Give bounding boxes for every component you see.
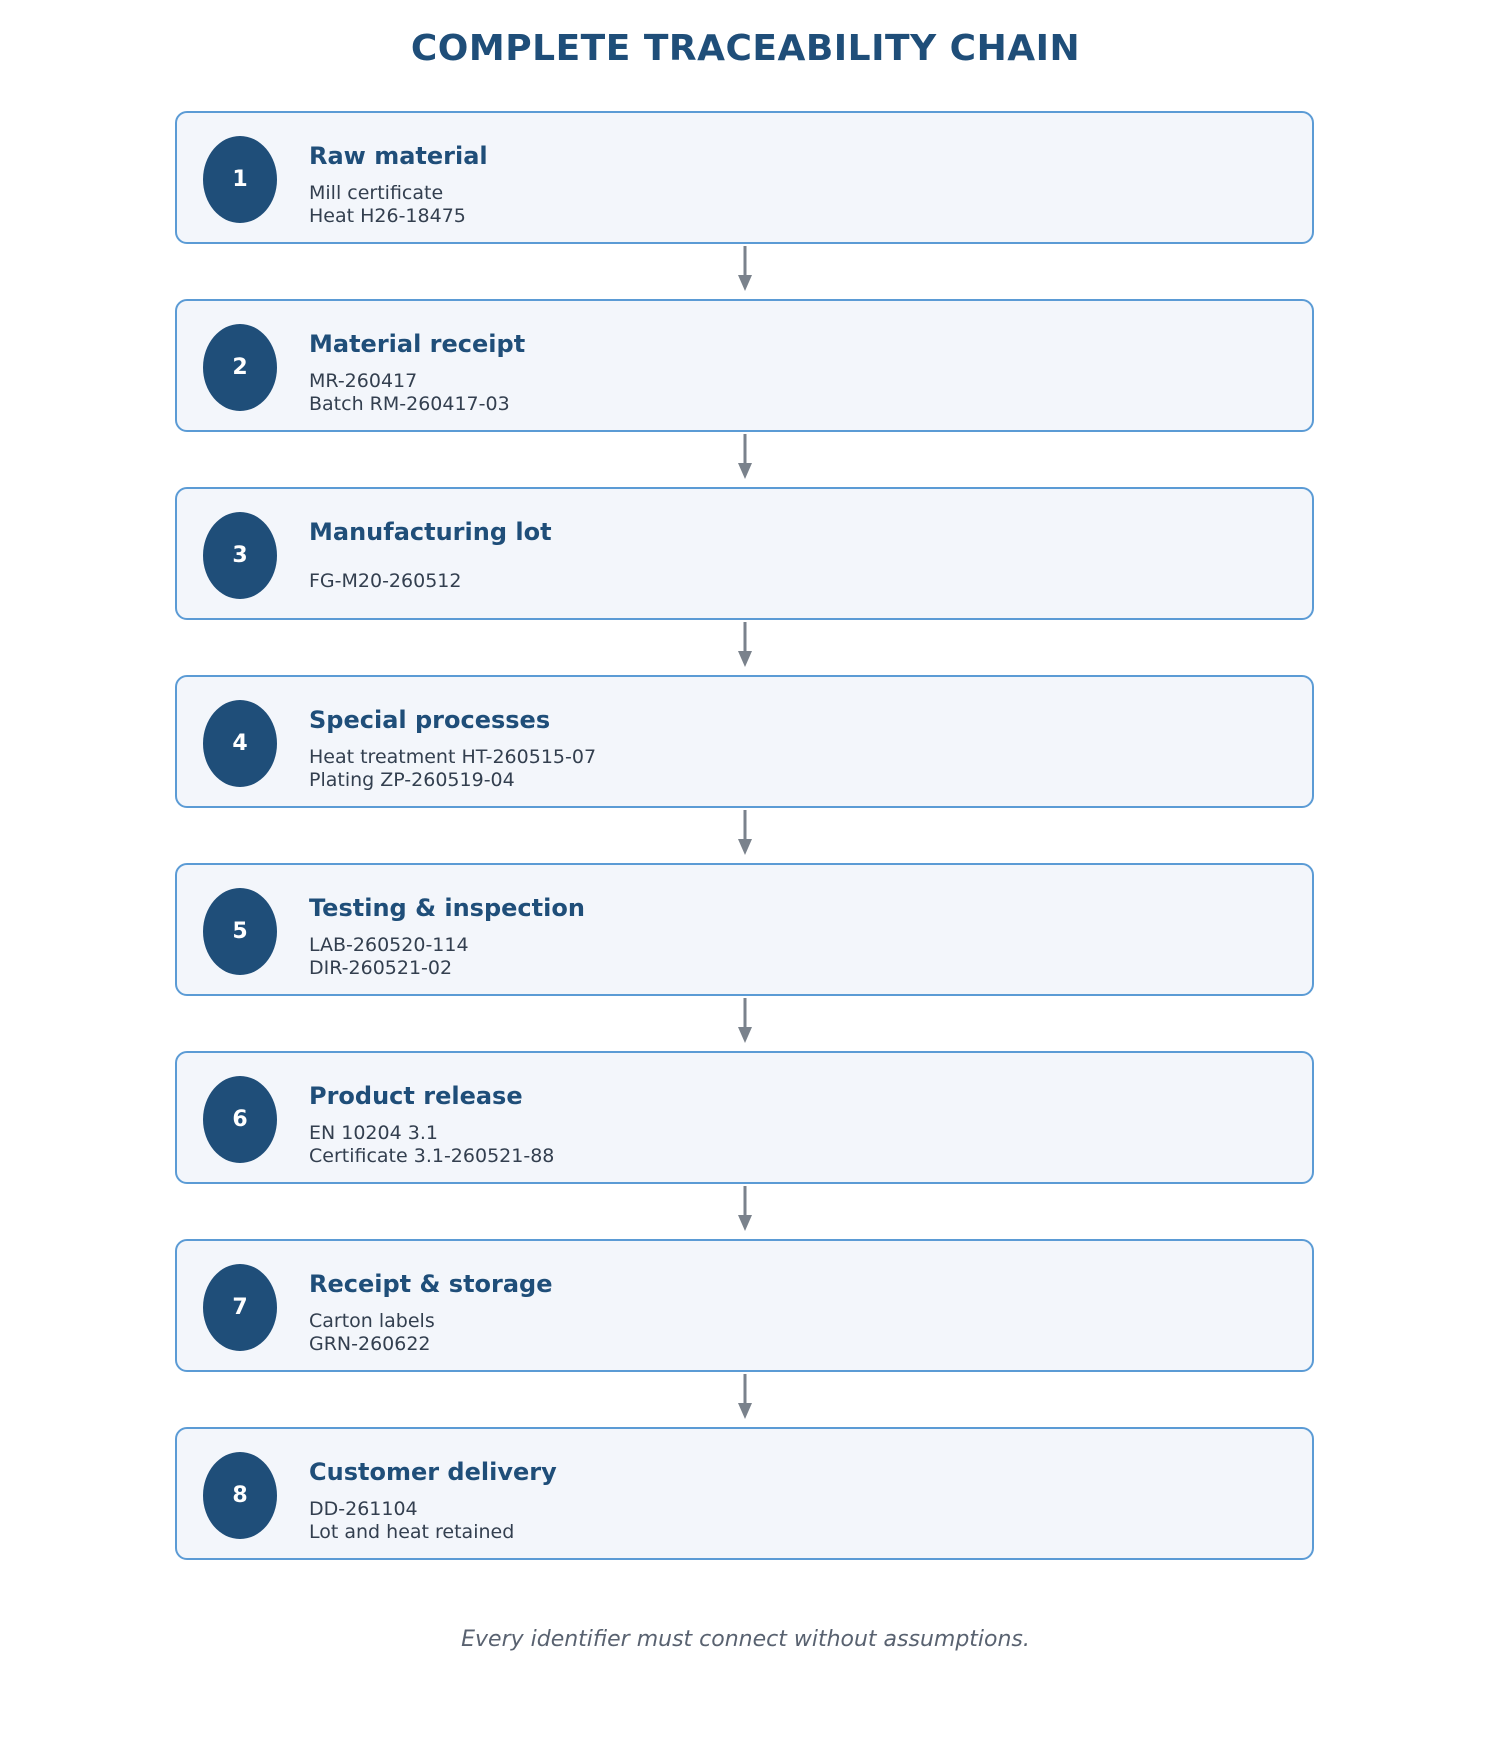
- step-details: [309, 370, 1292, 416]
- step-detail-line: Carton labels: [309, 1310, 435, 1332]
- step-details: [309, 1498, 1292, 1544]
- step-text: [309, 1457, 1292, 1544]
- step-box: [175, 487, 1314, 620]
- step-text: [309, 517, 1292, 593]
- step-text: [309, 1269, 1292, 1356]
- step-detail-line: MR-260417: [309, 370, 418, 392]
- step-number-badge: 6: [203, 1076, 277, 1163]
- step-detail-line: Batch RM-260417-03: [309, 393, 510, 415]
- step-details: [309, 182, 1292, 228]
- step-detail-line: Mill certificate: [309, 182, 444, 204]
- arrow-down-icon: [737, 810, 753, 858]
- step-title: Receipt & storage: [309, 1270, 553, 1298]
- arrow-down-icon: [737, 1374, 753, 1422]
- step-detail-line: Heat H26-18475: [309, 205, 466, 227]
- step-detail-line: FG-M20-260512: [309, 570, 462, 592]
- step-details: [309, 1310, 1292, 1356]
- step-title: Material receipt: [309, 330, 526, 358]
- step-details: [309, 570, 1292, 593]
- arrow-down-icon: [737, 998, 753, 1046]
- step-detail-line: DIR-260521-02: [309, 957, 453, 979]
- step-box: [175, 299, 1314, 432]
- step-box: [175, 1239, 1314, 1372]
- step-number-badge: 1: [203, 136, 277, 223]
- step-box: [175, 863, 1314, 996]
- step-number-badge: 5: [203, 888, 277, 975]
- arrow-down-icon: [737, 434, 753, 482]
- step-number-badge: 2: [203, 324, 277, 411]
- arrow-head: [738, 275, 752, 291]
- arrow-head: [738, 839, 752, 855]
- step-text: [309, 893, 1292, 980]
- step-number-badge: 7: [203, 1264, 277, 1351]
- step-box: [175, 675, 1314, 808]
- arrow-head: [738, 1215, 752, 1231]
- step-title: Testing & inspection: [309, 894, 585, 922]
- step-detail-line: Plating ZP-260519-04: [309, 769, 515, 791]
- step-detail-line: EN 10204 3.1: [309, 1122, 438, 1144]
- arrow-head: [738, 463, 752, 479]
- step-text: [309, 1081, 1292, 1168]
- arrow-head: [738, 1403, 752, 1419]
- step-number-badge: 8: [203, 1452, 277, 1539]
- step-box: [175, 1051, 1314, 1184]
- arrow-down-icon: [737, 622, 753, 670]
- step-detail-line: Lot and heat retained: [309, 1521, 515, 1543]
- arrow-down-icon: [737, 1186, 753, 1234]
- step-detail-line: Certificate 3.1-260521-88: [309, 1145, 555, 1167]
- step-number-badge: 3: [203, 512, 277, 599]
- step-box: [175, 1427, 1314, 1560]
- step-number-badge: 4: [203, 700, 277, 787]
- arrow-head: [738, 651, 752, 667]
- step-details: [309, 746, 1292, 792]
- step-detail-line: Heat treatment HT-260515-07: [309, 746, 597, 768]
- step-details: [309, 1122, 1292, 1168]
- page-title: COMPLETE TRACEABILITY CHAIN: [410, 28, 1081, 69]
- step-box: [175, 111, 1314, 244]
- arrow-down-icon: [737, 246, 753, 294]
- step-detail-line: LAB-260520-114: [309, 934, 469, 956]
- step-title: Customer delivery: [309, 1458, 557, 1486]
- step-detail-line: DD-261104: [309, 1498, 418, 1520]
- step-title: Special processes: [309, 706, 551, 734]
- step-details: [309, 934, 1292, 980]
- footer-note: Every identifier must connect without assumptions.: [461, 1627, 1030, 1652]
- step-title: Product release: [309, 1082, 523, 1110]
- arrow-head: [738, 1027, 752, 1043]
- step-title: Manufacturing lot: [309, 518, 552, 546]
- step-text: [309, 141, 1292, 228]
- step-text: [309, 705, 1292, 792]
- step-detail-line: GRN-260622: [309, 1333, 431, 1355]
- step-text: [309, 329, 1292, 416]
- step-title: Raw material: [309, 142, 488, 170]
